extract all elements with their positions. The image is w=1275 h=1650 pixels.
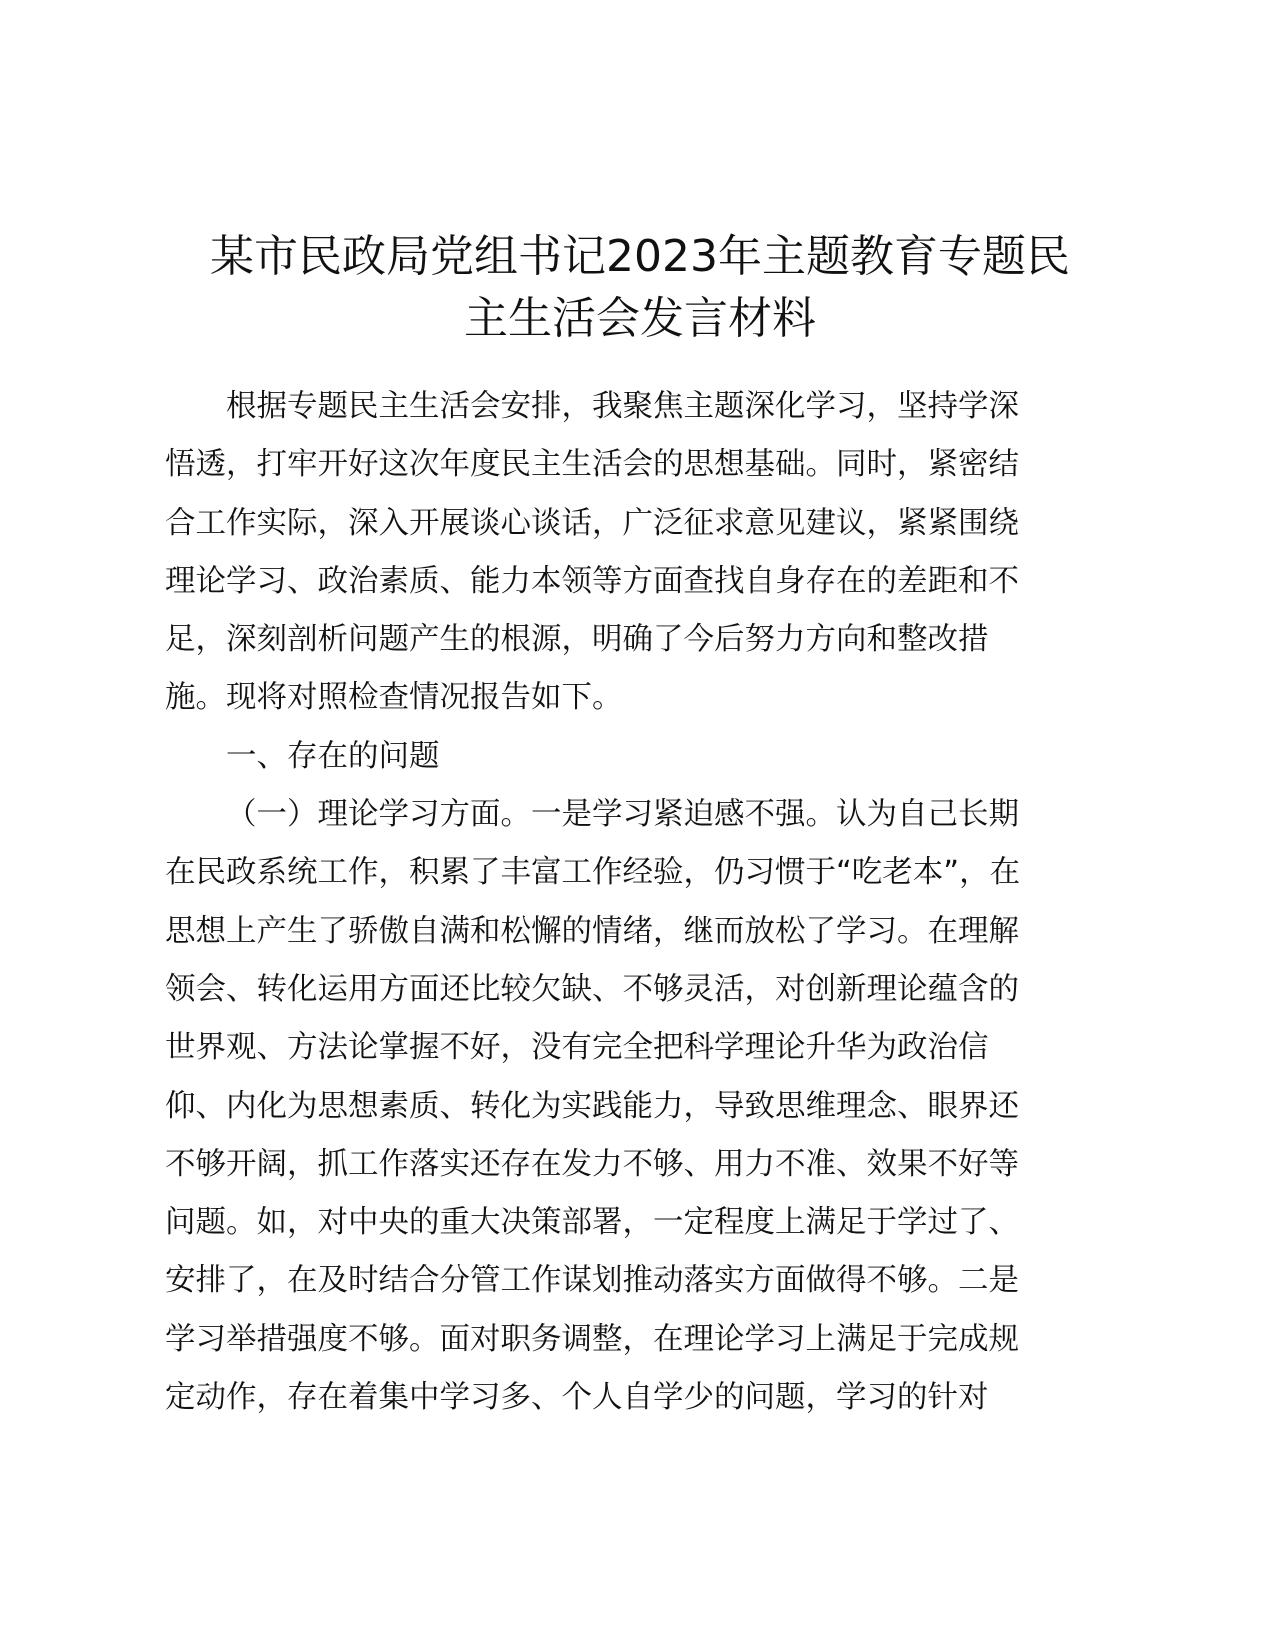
paragraph-theory-line: 思想上产生了骄傲自满和松懈的情绪，继而放松了学习。在理解 (165, 913, 1019, 949)
paragraph-intro-line: 理论学习、政治素质、能力本领等方面查找自身存在的差距和不 (165, 563, 1019, 599)
paragraph-intro-line: 根据专题民主生活会安排，我聚焦主题深化学习，坚持学深 (226, 389, 1019, 424)
paragraph-theory-line: （一）理论学习方面。一是学习紧迫感不强。认为自己长期 (226, 797, 1019, 833)
document-title (160, 226, 1120, 350)
paragraph-theory-line: 学习举措强度不够。面对职务调整，在理论学习上满足于完成规 (165, 1321, 1019, 1357)
paragraph-intro-line: 悟透，打牢开好这次年度民主生活会的思想基础。同时，紧密结 (165, 447, 1019, 483)
paragraph-theory-line: 世界观、方法论掌握不好，没有完全把科学理论升华为政治信 (165, 1030, 989, 1066)
paragraph-intro-line: 合工作实际，深入开展谈心谈话，广泛征求意见建议，紧紧围绕 (165, 505, 1019, 541)
paragraph-intro-line: 足，深刻剖析问题产生的根源，明确了今后努力方向和整改措 (165, 622, 989, 658)
title-line-2: 主生活会发言材料 (464, 293, 816, 344)
paragraph-theory-line: 仰、内化为思想素质、转化为实践能力，导致思维理念、眼界还 (165, 1088, 1019, 1124)
paragraph-intro-line: 施。现将对照检查情况报告如下。 (165, 680, 623, 716)
paragraph-theory-line: 安排了，在及时结合分管工作谋划推动落实方面做得不够。二是 (165, 1263, 1019, 1299)
paragraph-theory-line: 定动作，存在着集中学习多、个人自学少的问题，学习的针对 (165, 1380, 989, 1416)
document-body (165, 378, 1110, 1427)
paragraph-theory-line: 问题。如，对中央的重大决策部署，一定程度上满足于学过了、 (165, 1205, 1019, 1241)
title-line-1: 某市民政局党组书记2023年主题教育专题民 (210, 231, 1070, 282)
section-heading: 一、存在的问题 (226, 738, 440, 774)
paragraph-theory-line: 不够开阔，抓工作落实还存在发力不够、用力不准、效果不好等 (165, 1146, 1019, 1182)
paragraph-theory-line: 在民政系统工作，积累了丰富工作经验，仍习惯于“吃老本”，在 (165, 855, 1021, 891)
paragraph-theory-line: 领会、转化运用方面还比较欠缺、不够灵活，对创新理论蕴含的 (165, 971, 1019, 1007)
